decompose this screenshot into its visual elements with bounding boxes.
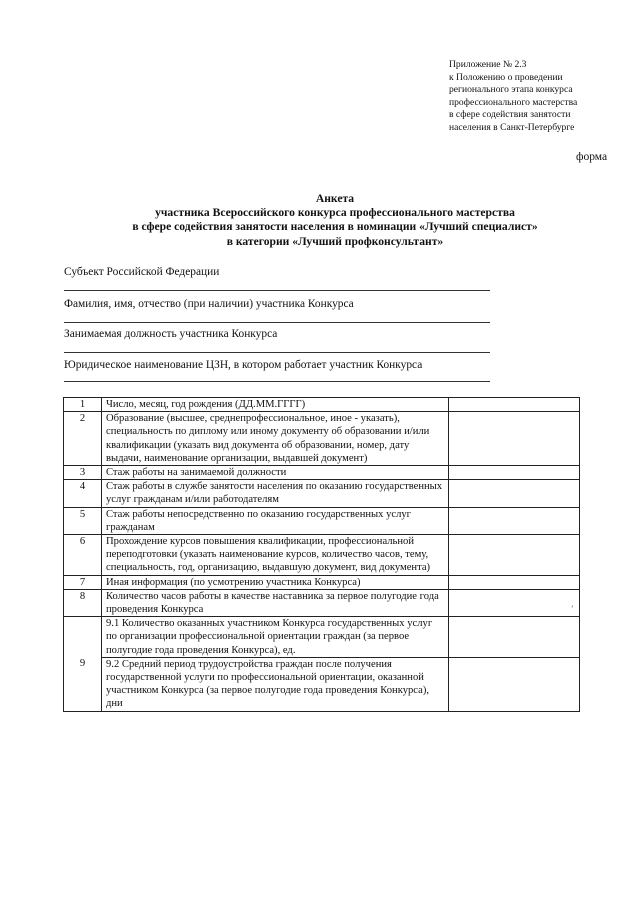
appendix-line: населения в Санкт-Петербурге xyxy=(449,121,575,133)
appendix-line: профессионального мастерства xyxy=(449,96,578,108)
appendix-line: к Положению о проведении xyxy=(449,71,563,83)
table-row xyxy=(64,535,580,576)
row-number: 8 xyxy=(64,589,102,616)
row-question: Образование (высшее, среднепрофессиональное, иное - указать), специальность по диплому или иному документу об образовании и/или квалификации (указать вид документа об образовании, номер, дату выдачи, наименование организации, выдавшей документ) xyxy=(102,412,449,466)
answer-cell[interactable] xyxy=(449,480,580,507)
table-row xyxy=(64,575,580,589)
table-row xyxy=(64,617,580,658)
table-row xyxy=(64,466,580,480)
row-question: Прохождение курсов повышения квалификации, профессиональной переподготовки (указать наименование курсов, количество часов, тему, специальность, год, организацию, выдавшую документ, вид документа) xyxy=(102,535,449,576)
fio-fill-line[interactable] xyxy=(64,322,490,323)
answer-cell[interactable] xyxy=(449,575,580,589)
fio-field-label: Фамилия, имя, отчество (при наличии) участника Конкурса xyxy=(64,298,354,310)
row-question-9-1: 9.1 Количество оказанных участником Конкурса государственных услуг по организации профессиональной ориентации граждан (за первое полугодие года проведения Конкурса), ед. xyxy=(102,617,449,658)
czn-field-label: Юридическое наименование ЦЗН, в котором работает участник Конкурса xyxy=(64,359,423,371)
title-line: в сфере содействия занятости населения в номинации «Лучший специалист» xyxy=(132,220,538,234)
form-label: форма xyxy=(576,151,608,163)
row-number: 7 xyxy=(64,575,102,589)
scan-mark: ʼ xyxy=(571,604,574,613)
title-line: в категории «Лучший профконсультант» xyxy=(226,234,444,248)
answer-cell[interactable] xyxy=(449,535,580,576)
row-number: 5 xyxy=(64,507,102,534)
row-question: Иная информация (по усмотрению участника Конкурса) xyxy=(102,575,449,589)
row-number: 1 xyxy=(64,398,102,412)
row-question: Стаж работы в службе занятости населения по оказанию государственных услуг гражданам и/или работодателям xyxy=(102,480,449,507)
position-fill-line[interactable] xyxy=(64,352,490,353)
row-number: 3 xyxy=(64,466,102,480)
row-question: Стаж работы непосредственно по оказанию государственных услуг гражданам xyxy=(102,507,449,534)
document-title xyxy=(40,192,630,249)
position-field-label: Занимаемая должность участника Конкурса xyxy=(64,328,278,340)
appendix-line: Приложение № 2.3 xyxy=(449,59,527,70)
table-row xyxy=(64,589,580,616)
title-line: участника Всероссийского конкурса профессионального мастерства xyxy=(155,206,515,220)
row-question-9-2: 9.2 Средний период трудоустройства граждан после получения государственной услуги по профессиональной ориентации, оказанной участником Конкурса (за первое полугодие года проведения Конкурса), дни xyxy=(102,657,449,711)
table-row xyxy=(64,412,580,466)
row-number: 4 xyxy=(64,480,102,507)
row-question: Стаж работы на занимаемой должности xyxy=(102,466,449,480)
table-row xyxy=(64,507,580,534)
czn-fill-line[interactable] xyxy=(64,381,490,382)
appendix-line: в сфере содействия занятости xyxy=(449,109,571,121)
questionnaire-table xyxy=(63,397,580,712)
row-number: 9 xyxy=(64,617,102,711)
answer-cell[interactable] xyxy=(449,589,580,616)
appendix-line: регионального этапа конкурса xyxy=(449,84,573,96)
table-row xyxy=(64,398,580,412)
appendix-note xyxy=(449,59,629,135)
row-question: Количество часов работы в качестве наставника за первое полугодие года проведения Конкурса xyxy=(102,589,449,616)
row-number: 2 xyxy=(64,412,102,466)
table-row xyxy=(64,657,580,711)
row-question: Число, месяц, год рождения (ДД.ММ.ГГГГ) xyxy=(102,398,449,412)
row-number: 6 xyxy=(64,535,102,576)
subject-fill-line[interactable] xyxy=(64,290,490,291)
table-row xyxy=(64,480,580,507)
answer-cell[interactable] xyxy=(449,617,580,658)
answer-cell[interactable] xyxy=(449,466,580,480)
title-line: Анкета xyxy=(315,192,355,205)
answer-cell[interactable] xyxy=(449,398,580,412)
answer-cell[interactable] xyxy=(449,507,580,534)
answer-cell[interactable] xyxy=(449,412,580,466)
subject-field-label: Субъект Российской Федерации xyxy=(64,266,220,278)
answer-cell[interactable] xyxy=(449,657,580,711)
